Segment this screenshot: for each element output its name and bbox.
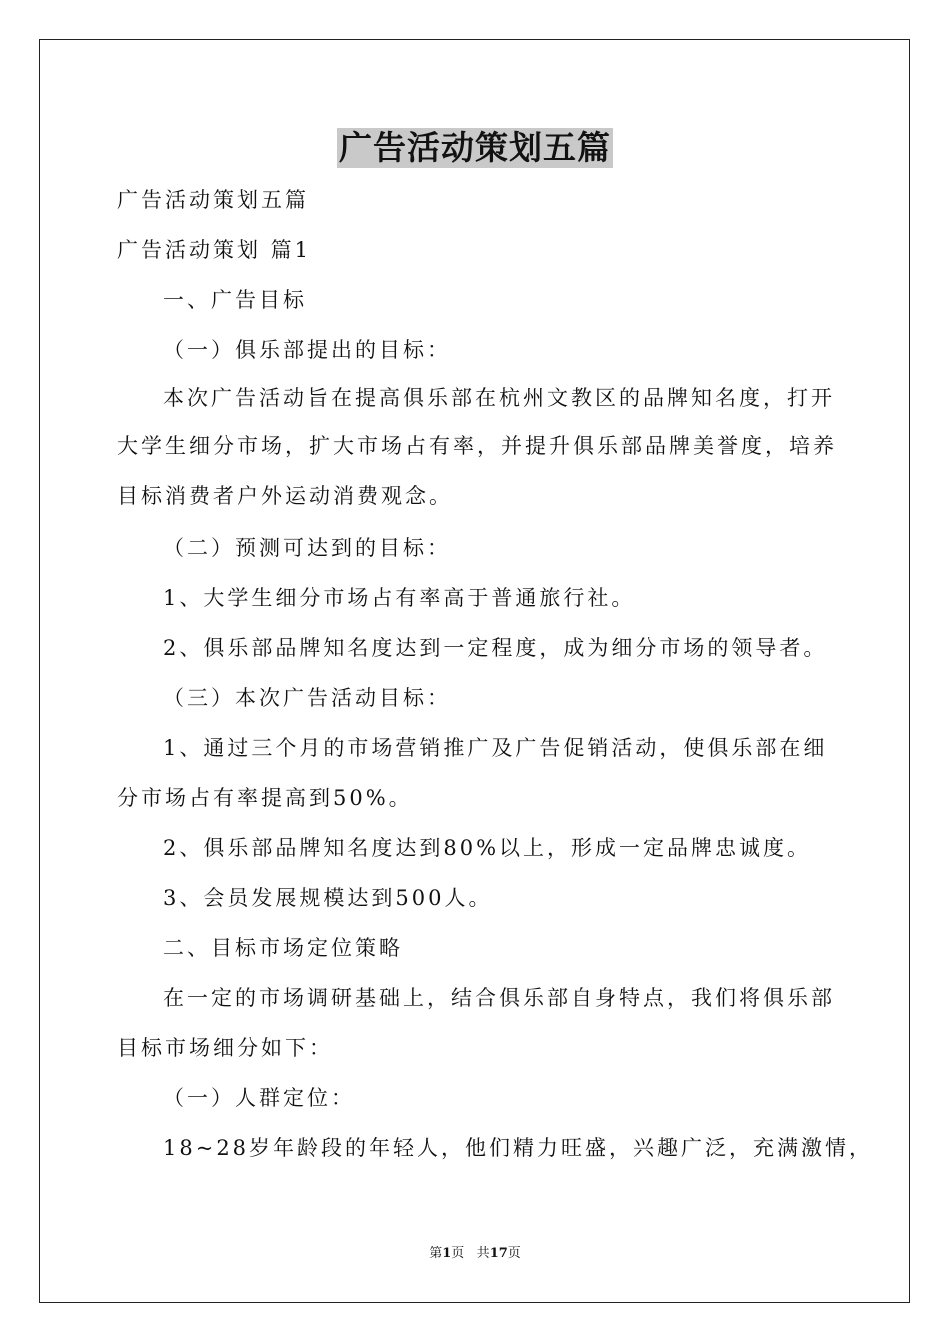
page-suffix: 页 <box>451 1246 465 1261</box>
paragraph-line: 广告活动策划五篇 <box>117 188 309 212</box>
paragraph-line: 广告活动策划 篇1 <box>117 238 312 262</box>
list-item: 1、通过三个月的市场营销推广及广告促销活动，使俱乐部在细 <box>163 736 828 760</box>
subsection-heading: （一）俱乐部提出的目标： <box>163 338 451 362</box>
list-item: 3、会员发展规模达到500人。 <box>163 886 493 910</box>
document-title: 广告活动策划五篇 <box>339 128 611 167</box>
total-pages: 17 <box>489 1246 508 1261</box>
subsection-heading: （三）本次广告活动目标： <box>163 686 451 710</box>
section-heading: 二、目标市场定位策略 <box>163 936 403 960</box>
list-item: 2、俱乐部品牌知名度达到80%以上，形成一定品牌忠诚度。 <box>163 836 812 860</box>
paragraph-line: 本次广告活动旨在提高俱乐部在杭州文教区的品牌知名度，打开 <box>163 386 835 410</box>
paragraph-line: 18~28岁年龄段的年轻人，他们精力旺盛，兴趣广泛，充满激情， <box>163 1136 874 1160</box>
total-suffix: 页 <box>507 1246 521 1261</box>
title-wrap <box>0 128 950 168</box>
subsection-heading: （二）预测可达到的目标： <box>163 536 451 560</box>
total-prefix: 共 <box>476 1246 490 1261</box>
list-item: 1、大学生细分市场占有率高于普通旅行社。 <box>163 586 636 610</box>
section-heading: 一、广告目标 <box>163 288 307 312</box>
paragraph-line: 分市场占有率提高到50%。 <box>117 786 413 810</box>
page-prefix: 第 <box>429 1246 443 1261</box>
page-border <box>39 39 910 1303</box>
paragraph-line: 在一定的市场调研基础上，结合俱乐部自身特点，我们将俱乐部 <box>163 986 835 1010</box>
paragraph-line: 大学生细分市场，扩大市场占有率，并提升俱乐部品牌美誉度，培养 <box>117 434 837 458</box>
subsection-heading: （一）人群定位： <box>163 1086 355 1110</box>
page-number: 1 <box>442 1246 452 1261</box>
page-footer <box>0 1245 950 1263</box>
paragraph-line: 目标市场细分如下： <box>117 1036 333 1060</box>
paragraph-line: 目标消费者户外运动消费观念。 <box>117 484 453 508</box>
list-item: 2、俱乐部品牌知名度达到一定程度，成为细分市场的领导者。 <box>163 636 828 660</box>
